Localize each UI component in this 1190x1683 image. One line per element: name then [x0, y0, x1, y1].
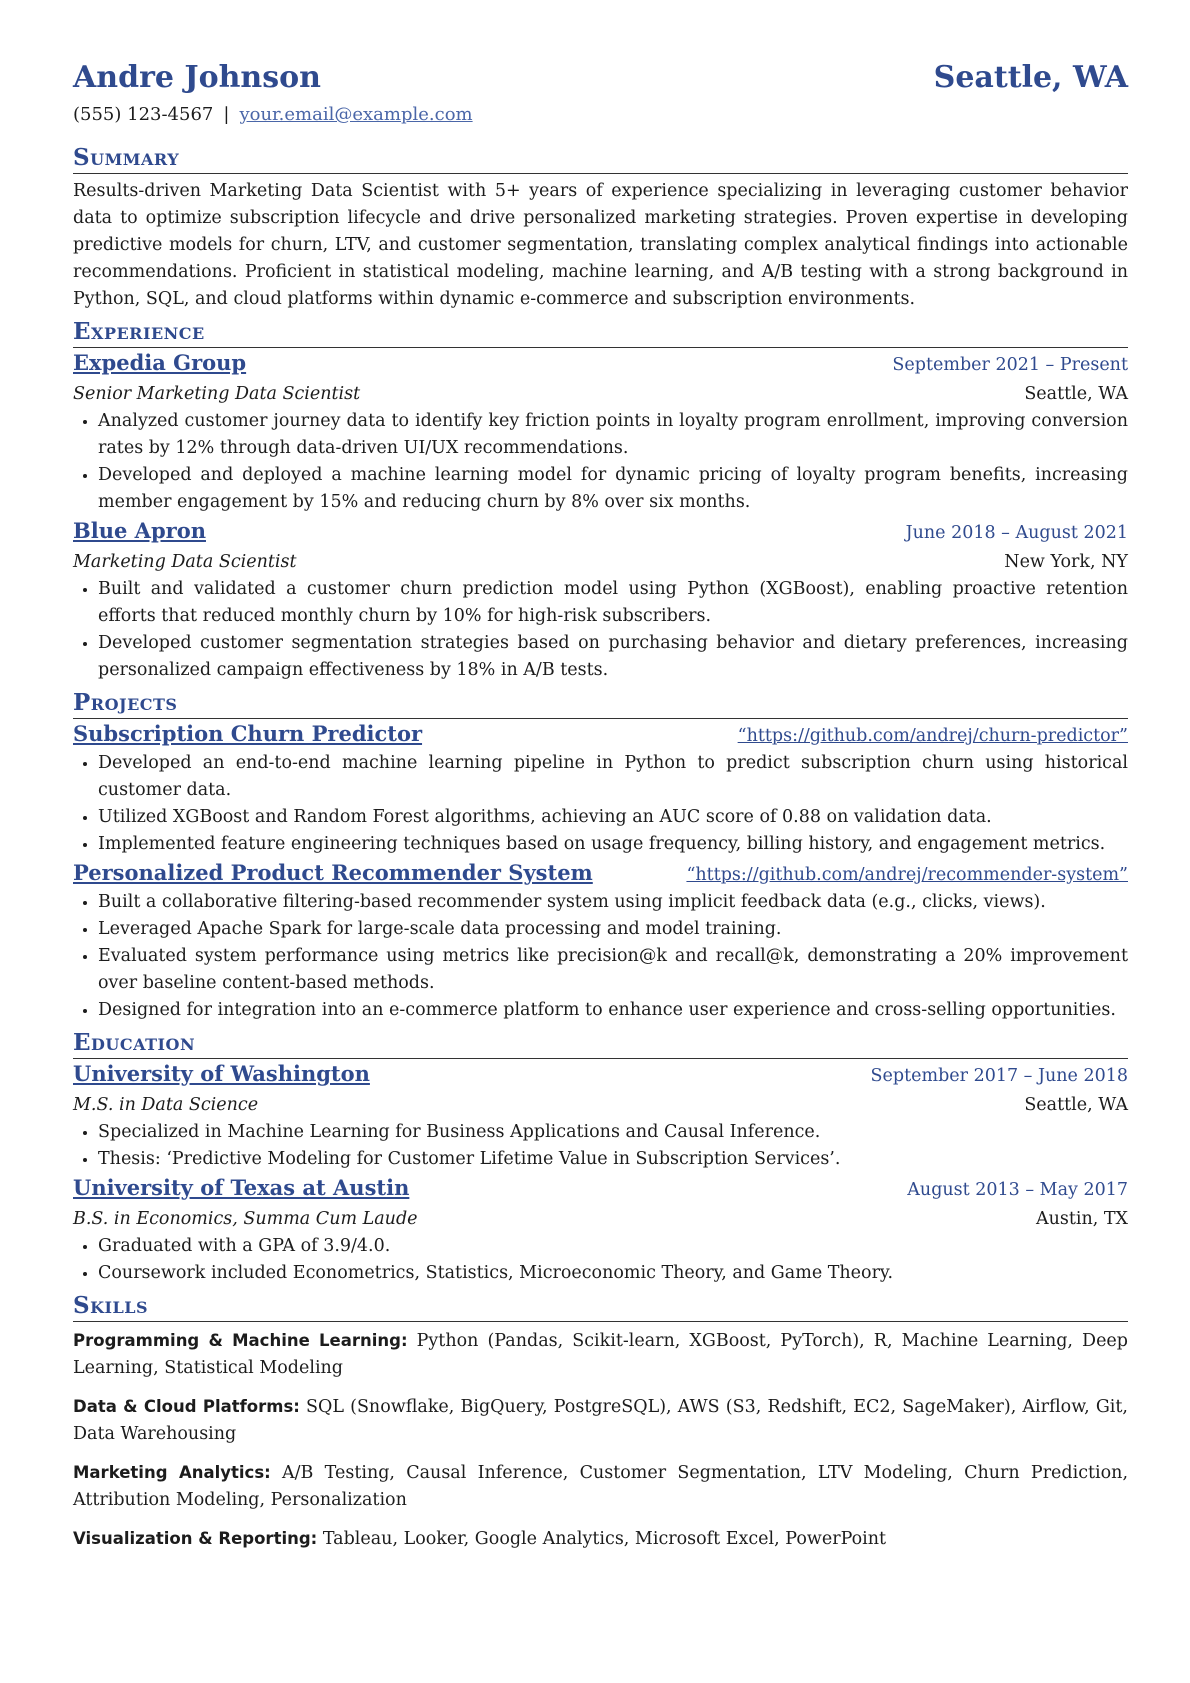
school-location: Austin, TX: [1035, 1209, 1128, 1229]
contact-separator: |: [223, 104, 230, 125]
list-item: • Designed for integration into an e-commerce platform to enhance user experience and cross-selling opportunities.: [98, 997, 1128, 1024]
project-name-link[interactable]: Subscription Churn Predictor: [73, 721, 423, 746]
skill-label: Data & Cloud Platforms:: [73, 1397, 300, 1416]
list-item: • Graduated with a GPA of 3.9/4.0.: [98, 1233, 1128, 1260]
education-bullets: [73, 1119, 1128, 1173]
list-item: • Leveraged Apache Spark for large-scale data processing and model training.: [98, 916, 1128, 943]
job-location: New York, NY: [1004, 552, 1128, 572]
project-name-link[interactable]: Personalized Product Recommender System: [73, 860, 593, 885]
project-url-link[interactable]: “https://github.com/andrej/recommender-system”: [686, 865, 1128, 885]
list-item: • Coursework included Econometrics, Statistics, Microeconomic Theory, and Game Theory.: [98, 1260, 1128, 1287]
school-link[interactable]: University of Washington: [73, 1061, 370, 1086]
summary-text: Results-driven Marketing Data Scientist with 5+ years of experience specializing in leveraging customer behavior data to optimize subscription lifecycle and drive personalized marketing strategies. Proven expertise in developing predictive models for churn, LTV, and customer segmentation, translating complex analytical findings into actionable recommendations. Proficient in statistical modeling, machine learning, and A/B testing with a strong background in Python, SQL, and cloud platforms within dynamic e-commerce and subscription environments.: [73, 181, 1128, 309]
section-title-projects: Projects: [73, 688, 1128, 719]
experience-section: [73, 317, 1128, 684]
list-item: • Specialized in Machine Learning for Business Applications and Causal Inference.: [98, 1119, 1128, 1146]
summary-section: [73, 143, 1128, 313]
list-item: • Developed and deployed a machine learning model for dynamic pricing of loyalty program benefits, increasing member engagement by 15% and reducing churn by 8% over six months.: [98, 462, 1128, 516]
email-link[interactable]: your.email@example.com: [239, 104, 473, 125]
education-entry: [73, 1173, 1128, 1287]
project-bullets: [73, 889, 1128, 1024]
section-title-experience: Experience: [73, 317, 1128, 348]
degree: M.S. in Data Science: [73, 1095, 259, 1115]
project-entry: [73, 719, 1128, 858]
skill-label: Marketing Analytics:: [73, 1463, 271, 1482]
education-dates: August 2013 – May 2017: [907, 1180, 1128, 1200]
experience-entry: [73, 348, 1128, 516]
skill-value: Python (Pandas, Scikit-learn, XGBoost, PyTorch), R, Machine Learning, Deep Learning, Statistical Modeling: [73, 1331, 1128, 1378]
header-location: Seattle, WA: [933, 60, 1128, 95]
experience-entry: [73, 516, 1128, 684]
school-location: Seattle, WA: [1024, 1095, 1128, 1115]
skill-line: [73, 1525, 1128, 1553]
school-link[interactable]: University of Texas at Austin: [73, 1175, 410, 1200]
contact-line: [73, 101, 1128, 129]
list-item: • Evaluated system performance using metrics like precision@k and recall@k, demonstrating a 20% improvement over baseline content-based methods.: [98, 943, 1128, 997]
project-url-link[interactable]: “https://github.com/andrej/churn-predictor”: [737, 726, 1128, 746]
projects-section: [73, 688, 1128, 1024]
project-entry: [73, 858, 1128, 1024]
skill-label: Programming & Machine Learning:: [73, 1331, 408, 1350]
section-title-summary: Summary: [73, 143, 1128, 174]
education-bullets: [73, 1233, 1128, 1287]
list-item: • Built and validated a customer churn prediction model using Python (XGBoost), enabling proactive retention efforts that reduced monthly churn by 10% for high-risk subscribers.: [98, 576, 1128, 630]
list-item: • Utilized XGBoost and Random Forest algorithms, achieving an AUC score of 0.88 on validation data.: [98, 804, 1128, 831]
job-title: Marketing Data Scientist: [73, 552, 297, 572]
job-bullets: [73, 576, 1128, 684]
resume-header: [73, 60, 1128, 96]
job-dates: June 2018 – August 2021: [905, 523, 1128, 543]
candidate-name: Andre Johnson: [73, 60, 321, 95]
skill-line: [73, 1459, 1128, 1514]
job-location: Seattle, WA: [1024, 384, 1128, 404]
section-title-education: Education: [73, 1028, 1128, 1059]
job-bullets: [73, 408, 1128, 516]
list-item: • Thesis: ‘Predictive Modeling for Customer Lifetime Value in Subscription Services’.: [98, 1146, 1128, 1173]
education-section: [73, 1028, 1128, 1287]
skill-value: SQL (Snowflake, BigQuery, PostgreSQL), AWS (S3, Redshift, EC2, SageMaker), Airflow, Git, Data Warehousing: [73, 1397, 1128, 1444]
phone-number: (555) 123-4567: [73, 104, 214, 125]
skill-line: [73, 1327, 1128, 1382]
section-title-skills: Skills: [73, 1291, 1128, 1322]
list-item: • Analyzed customer journey data to identify key friction points in loyalty program enrollment, improving conversion rates by 12% through data-driven UI/UX recommendations.: [98, 408, 1128, 462]
project-bullets: [73, 750, 1128, 858]
skills-section: [73, 1291, 1128, 1553]
education-dates: September 2017 – June 2018: [870, 1066, 1128, 1086]
company-link[interactable]: Blue Apron: [73, 518, 206, 543]
resume-page: [73, 60, 1128, 1553]
list-item: • Implemented feature engineering techniques based on usage frequency, billing history, and engagement metrics.: [98, 831, 1128, 858]
skill-label: Visualization & Reporting:: [73, 1529, 318, 1548]
skill-line: [73, 1393, 1128, 1448]
degree: B.S. in Economics, Summa Cum Laude: [73, 1209, 418, 1229]
list-item: • Developed an end-to-end machine learning pipeline in Python to predict subscription churn using historical customer data.: [98, 750, 1128, 804]
skill-value: Tableau, Looker, Google Analytics, Microsoft Excel, PowerPoint: [317, 1529, 887, 1549]
list-item: • Developed customer segmentation strategies based on purchasing behavior and dietary preferences, increasing personalized campaign effectiveness by 18% in A/B tests.: [98, 630, 1128, 684]
skill-value: A/B Testing, Causal Inference, Customer Segmentation, LTV Modeling, Churn Prediction, Attribution Modeling, Personalization: [73, 1463, 1129, 1510]
list-item: • Built a collaborative filtering-based recommender system using implicit feedback data (e.g., clicks, views).: [98, 889, 1128, 916]
job-dates: September 2021 – Present: [892, 355, 1128, 375]
job-title: Senior Marketing Data Scientist: [73, 384, 361, 404]
company-link[interactable]: Expedia Group: [73, 350, 247, 375]
education-entry: [73, 1059, 1128, 1173]
